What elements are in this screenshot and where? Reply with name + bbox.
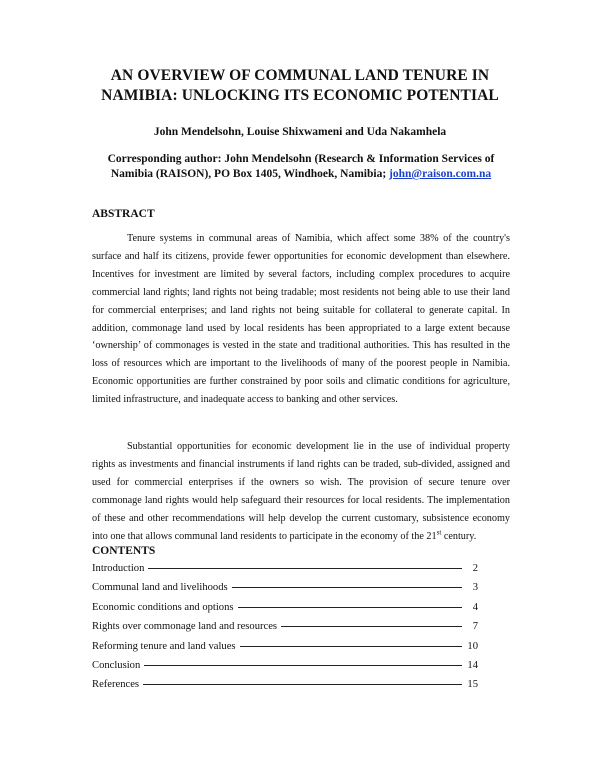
toc-leader-line [144, 665, 462, 666]
toc-leader-line [232, 587, 462, 588]
toc-entry-title: Communal land and livelihoods [92, 582, 228, 594]
author-email-link[interactable]: john@raison.com.na [389, 168, 492, 180]
toc-row-communal-land[interactable] [92, 582, 478, 601]
toc-leader-line [143, 684, 462, 685]
toc-row-rights-commonage[interactable] [92, 621, 478, 640]
toc-page-number: 4 [472, 601, 478, 613]
paper-title [0, 66, 600, 106]
toc-entry-title: Conclusion [92, 659, 141, 671]
toc-leader-line [238, 607, 462, 608]
toc-entry-title: Economic conditions and options [92, 601, 234, 613]
title-line-2: NAMIBIA: UNLOCKING ITS ECONOMIC POTENTIAL [101, 87, 499, 104]
toc-row-reforming-tenure[interactable] [92, 641, 478, 660]
toc-row-introduction[interactable] [92, 563, 478, 582]
toc-leader-line [148, 568, 462, 569]
authors: John Mendelsohn, Louise Shixwameni and Uda Nakamhela [153, 126, 447, 138]
toc-leader-line [240, 646, 462, 647]
toc-leader-line [281, 626, 462, 627]
abstract-paragraph-1: Tenure systems in communal areas of Namibia, which affect some 38% of the country's surface and half its citizens, provide fewer opportunities for economic development than elsewhere. Incentives for investment are limited by several factors, including complex procedures to acquire commercial land rights; land rights not being tradable; most residents not being able to use their land for commercial enterprises; and land rights not being suitable for collateral to generate capital. In addition, commonage land used by local residents has been appropriated to a large extent because ‘ownership’ of commonages is vested in the state and traditional authorities. This has resulted in the loss of resources which are important to the livelihoods of many of the poorest people in Namibia. Economic opportunities are further constrained by poor soils and climatic conditions for agriculture, limited infrastructure, and inadequate access to banking and other services. [92, 233, 510, 406]
superscript-st: st [436, 528, 442, 537]
toc-page-number: 7 [472, 621, 478, 633]
toc-entry-title: References [92, 679, 140, 691]
abstract-paragraph-2-text: Substantial opportunities for economic development lie in the use of individual property rights as investments and financial instruments if land rights can be traded, sub-divided, assigned and used for commercial enterprises if the owners so wish. The provision of secure tenure over commonage land rights would help safeguard their resources for local residents. The implementation of these and other recommendations will help develop the current customary, subsistence economy into one that allows communal land residents to participate in the economy of the 21 [92, 441, 510, 542]
toc-entry-title: Reforming tenure and land values [92, 640, 236, 652]
abstract-paragraph-2 [92, 438, 510, 545]
corresponding-author [92, 152, 510, 182]
toc-page-number: 15 [467, 679, 478, 691]
toc-page-number: 10 [467, 640, 478, 652]
toc-row-references[interactable] [92, 679, 478, 698]
abstract-paragraph-2-end: century. [441, 530, 477, 542]
contents-heading: CONTENTS [92, 545, 156, 557]
title-line-1: AN OVERVIEW OF COMMUNAL LAND TENURE IN [110, 67, 490, 84]
toc-row-economic-conditions[interactable] [92, 602, 478, 621]
toc-entry-title: Introduction [92, 563, 145, 574]
toc-page-number: 3 [472, 582, 478, 594]
toc-page-number: 14 [467, 659, 478, 671]
corresponding-author-text: Corresponding author: John Mendelsohn (Research & Information Services of Namibia (RAISON), PO Box 1405, Windhoek, Namibia; [107, 153, 495, 180]
toc-row-conclusion[interactable] [92, 660, 478, 679]
toc-page-number: 2 [472, 563, 478, 574]
abstract-heading: ABSTRACT [92, 208, 155, 220]
table-of-contents [92, 563, 478, 699]
toc-entry-title: Rights over commonage land and resources [92, 621, 278, 633]
